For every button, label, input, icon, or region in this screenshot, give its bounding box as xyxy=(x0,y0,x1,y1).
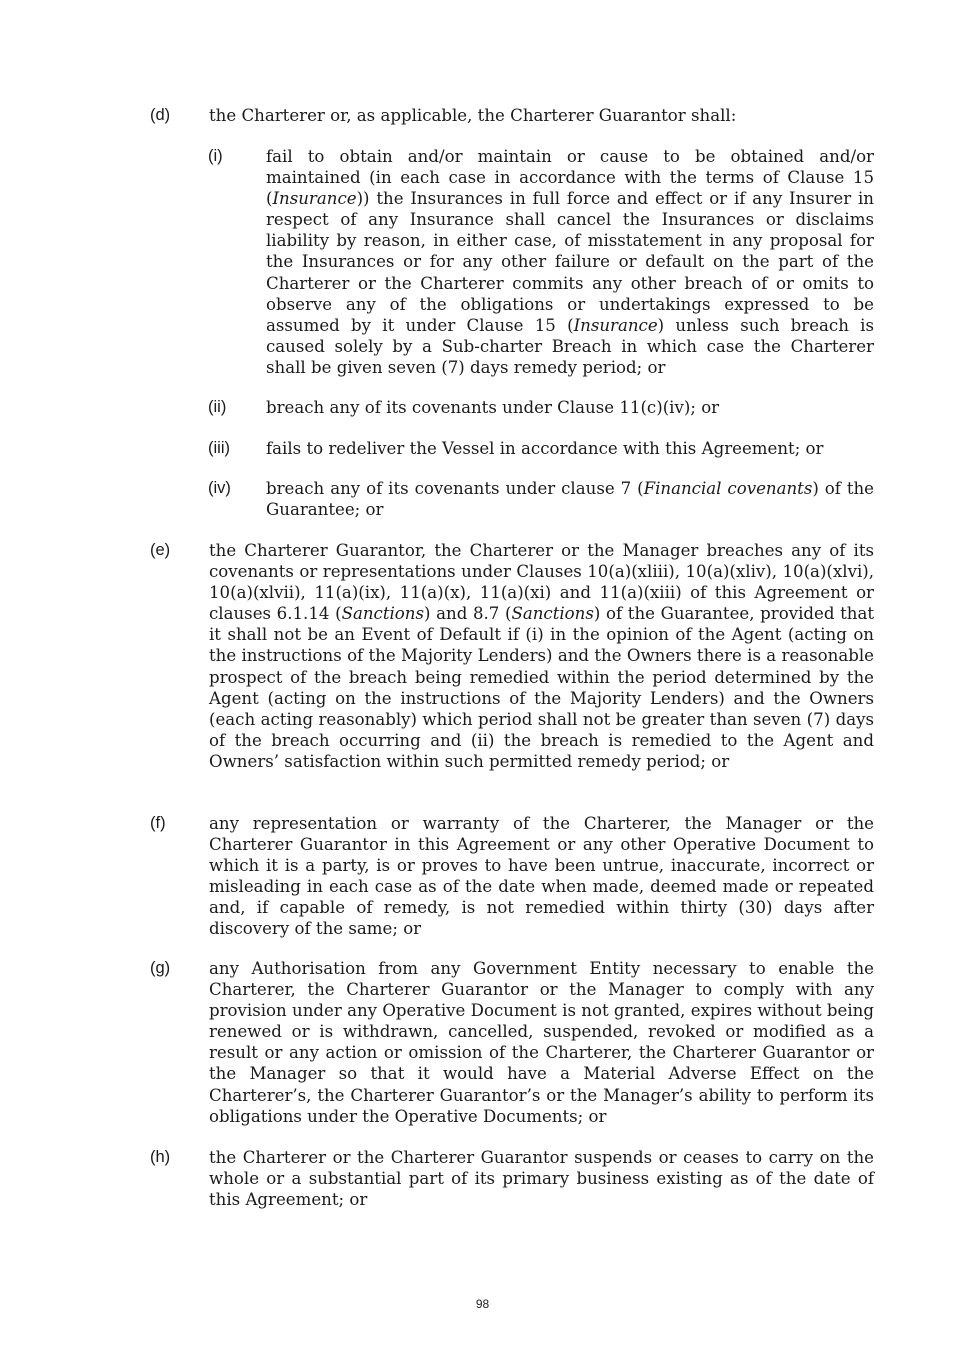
clause-d xyxy=(150,105,874,126)
subclause-label: (iv) xyxy=(208,479,231,497)
clause-label: (h) xyxy=(150,1148,171,1166)
subclause-label: (ii) xyxy=(208,398,227,416)
clause-label: (e) xyxy=(150,541,171,559)
clause-text: the Charterer or, as applicable, the Charterer Guarantor shall: xyxy=(209,106,737,125)
clause-text: any Authorisation from any Government Entity necessary to enable the Charterer, the Charterer Guarantor or the Manager to comply with any provision under any Operative Document is not granted, expires without being renewed or is withdrawn, cancelled, suspended, revoked or modified as a result or any action or omission of the Charterer, the Charterer Guarantor or the Manager so that it would have a Material Adverse Effect on the Charterer’s, the Charterer Guarantor’s or the Manager’s ability to perform its obligations under the Operative Documents; or xyxy=(209,959,874,1126)
subclause-d-iii xyxy=(208,438,874,459)
subclause-d-i xyxy=(208,146,874,378)
clause-e xyxy=(150,540,874,772)
clause-text: the Charterer Guarantor, the Charterer or the Manager breaches any of its covenants or representations under Clauses 10(a)(xliii), 10(a)(xliv), 10(a)(xlvi), 10(a)(xlvii), 11(a)(ix), 11(a)(x), 11(a)(xi) and 11(a)(xiii) of this Agreement or clauses 6.1.14 (Sanctions) and 8.7 (Sanctions) of the Guarantee, provided that it shall not be an Event of Default if (i) in the opinion of the Agent (acting on the instructions of the Majority Lenders) and the Owners there is a reasonable prospect of the breach being remedied within the period determined by the Agent (acting on the instructions of the Majority Lenders) and the Owners (each acting reasonably) which period shall not be greater than seven (7) days of the breach occurring and (ii) the breach is remedied to the Agent and Owners’ satisfaction within such permitted remedy period; or xyxy=(209,541,875,771)
subclause-text: breach any of its covenants under Clause 11(c)(iv); or xyxy=(266,398,720,417)
subclause-d-ii xyxy=(208,397,874,418)
subclause-label: (i) xyxy=(208,147,223,165)
clause-label: (f) xyxy=(150,814,166,832)
clause-text: any representation or warranty of the Charterer, the Manager or the Charterer Guarantor in this Agreement or any other Operative Document to which it is a party, is or proves to have been untrue, inaccurate, incorrect or misleading in each case as of the date when made, deemed made or repeated and, if capable of remedy, is not remedied within thirty (30) days after discovery of the same; or xyxy=(209,814,874,939)
page-number: 98 xyxy=(475,1297,490,1311)
subclause-d-iv xyxy=(208,478,874,520)
subclause-label: (iii) xyxy=(208,439,230,457)
subclause-text: fail to obtain and/or maintain or cause to be obtained and/or maintained (in each case in accordance with the terms of Clause 15 (Insurance)) the Insurances in full force and effect or if any Insurer in respect of any Insurance shall cancel the Insurances or disclaims liability by reason, in either case, of misstatement in any proposal for the Insurances or for any other failure or default on the part of the Charterer or the Charterer commits any other breach of or omits to observe any of the obligations or undertakings expressed to be assumed by it under Clause 15 (Insurance) unless such breach is caused solely by a Sub-charter Breach in which case the Charterer shall be given seven (7) days remedy period; or xyxy=(266,147,874,377)
clause-label: (d) xyxy=(150,106,171,124)
clause-label: (g) xyxy=(150,959,171,977)
clause-h xyxy=(150,1147,874,1210)
subclause-text: fails to redeliver the Vessel in accordance with this Agreement; or xyxy=(266,439,824,458)
clause-f xyxy=(150,813,874,940)
clause-text: the Charterer or the Charterer Guarantor suspends or ceases to carry on the whole or a substantial part of its primary business existing as of the date of this Agreement; or xyxy=(209,1148,874,1210)
subclause-text: breach any of its covenants under clause 7 (Financial covenants) of the Guarantee; or xyxy=(266,479,875,520)
clause-g xyxy=(150,958,874,1127)
